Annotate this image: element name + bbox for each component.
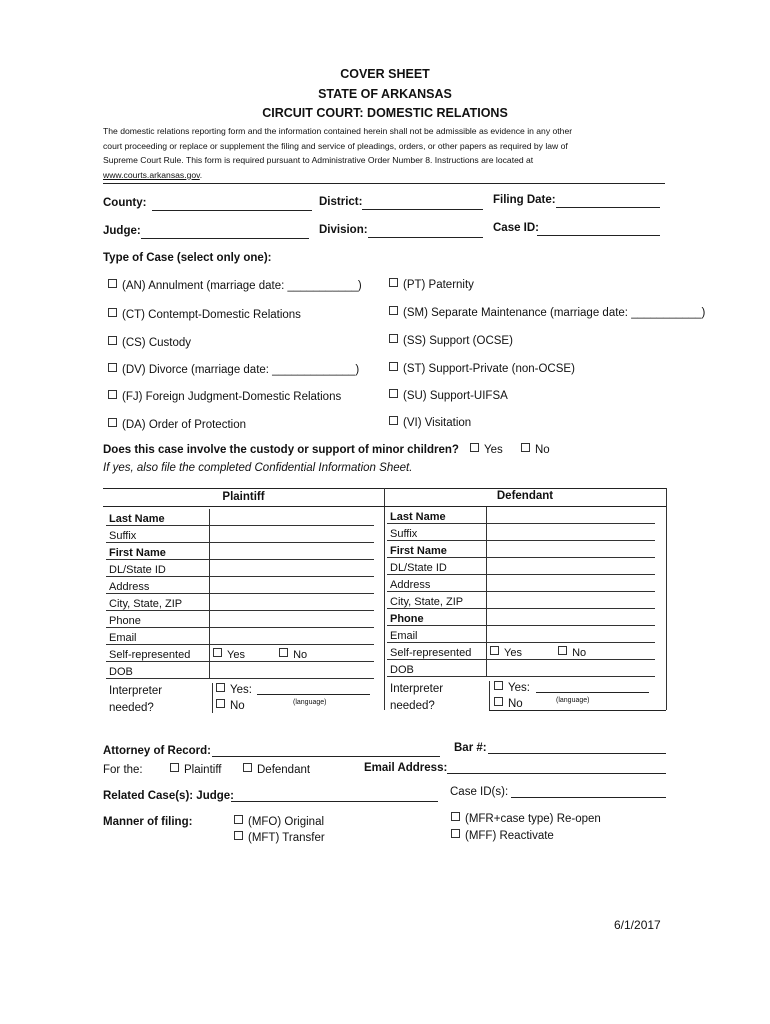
defendant-interp-divider (489, 681, 490, 711)
checkbox-icon (389, 306, 398, 315)
plaintiff-email-label: Email (106, 628, 210, 645)
plaintiff-suffix-label: Suffix (106, 526, 210, 543)
intro-end: . (199, 169, 203, 180)
defendant-first-name-field[interactable] (487, 541, 656, 558)
defendant-interpreter-label: Interpreter needed? (390, 683, 444, 712)
bar-field[interactable] (488, 753, 666, 754)
plaintiff-interp-no[interactable]: No (216, 699, 245, 712)
plaintiff-email-field[interactable] (210, 628, 375, 645)
division-label: Division: (319, 224, 368, 236)
defendant-self-rep-yes[interactable]: Yes (490, 647, 522, 659)
county-label: County: (103, 197, 147, 209)
judge-label: Judge: (103, 225, 141, 237)
case-type-sm[interactable]: (SM) Separate Maintenance (marriage date: ___________) (389, 306, 705, 319)
checkbox-icon (108, 363, 117, 372)
custody-question: Does this case involve the custody or support of minor children? (103, 444, 459, 456)
plaintiff-city-field[interactable] (210, 594, 375, 611)
form-court: CIRCUIT COURT: DOMESTIC RELATIONS (262, 106, 508, 120)
district-label: District: (319, 196, 363, 208)
defendant-address-field[interactable] (487, 575, 656, 592)
defendant-last-name-field[interactable] (487, 507, 656, 524)
checkbox-icon (108, 279, 117, 288)
checkbox-icon (108, 336, 117, 345)
checkbox-icon (521, 443, 530, 452)
plaintiff-self-rep-yes[interactable]: Yes (213, 649, 245, 661)
for-plaintiff[interactable]: Plaintiff (170, 763, 222, 776)
case-ids-label: Case ID(s): (450, 786, 509, 798)
case-type-dv[interactable]: (DV) Divorce (marriage date: _____________) (108, 363, 359, 376)
manner-mfo[interactable]: (MFO) Original (234, 815, 324, 828)
checkbox-icon (389, 334, 398, 343)
checkbox-icon (490, 646, 499, 655)
manner-mft[interactable]: (MFT) Transfer (234, 831, 325, 844)
defendant-email-label: Email (387, 626, 487, 643)
plaintiff-self-rep-label: Self-represented (106, 645, 210, 662)
plaintiff-table (106, 509, 374, 679)
plaintiff-city-label: City, State, ZIP (106, 594, 210, 611)
defendant-suffix-label: Suffix (387, 524, 487, 541)
defendant-header: Defendant (496, 490, 554, 502)
email-label: Email Address: (364, 762, 448, 774)
plaintiff-language-field[interactable] (257, 694, 370, 695)
parties-right-border (666, 488, 667, 710)
case-type-pt[interactable]: (PT) Paternity (389, 278, 474, 291)
checkbox-icon (451, 829, 460, 838)
checkbox-icon (389, 362, 398, 371)
intro-paragraph (103, 124, 583, 182)
defendant-city-field[interactable] (487, 592, 656, 609)
related-cases-label: Related Case(s): Judge: (103, 790, 235, 802)
form-state: STATE OF ARKANSAS (318, 87, 452, 101)
plaintiff-last-name-field[interactable] (210, 509, 375, 526)
defendant-self-rep-no[interactable]: No (558, 647, 586, 659)
custody-yes[interactable]: Yes (470, 443, 503, 456)
defendant-first-name-label: First Name (387, 541, 487, 558)
case-id-field[interactable] (537, 235, 660, 236)
case-type-ct[interactable]: (CT) Contempt-Domestic Relations (108, 308, 301, 321)
case-type-vi[interactable]: (VI) Visitation (389, 416, 471, 429)
defendant-email-field[interactable] (487, 626, 656, 643)
checkbox-icon (234, 831, 243, 840)
defendant-suffix-field[interactable] (487, 524, 656, 541)
plaintiff-dob-field[interactable] (210, 662, 375, 679)
defendant-dl-field[interactable] (487, 558, 656, 575)
plaintiff-dob-label: DOB (106, 662, 210, 679)
division-field[interactable] (368, 237, 483, 238)
plaintiff-phone-field[interactable] (210, 611, 375, 628)
plaintiff-last-name-label: Last Name (106, 509, 210, 526)
checkbox-icon (213, 648, 222, 657)
defendant-self-rep-label: Self-represented (387, 643, 487, 660)
for-the-label: For the: (103, 764, 143, 776)
checkbox-icon (389, 416, 398, 425)
email-field[interactable] (447, 773, 666, 774)
related-judge-field[interactable] (231, 801, 438, 802)
header-divider (103, 183, 665, 184)
plaintiff-phone-label: Phone (106, 611, 210, 628)
case-type-heading: Type of Case (select only one): (103, 252, 272, 264)
plaintiff-header: Plaintiff (222, 491, 265, 503)
case-type-su[interactable]: (SU) Support-UIFSA (389, 389, 508, 402)
county-field[interactable] (152, 210, 312, 211)
case-id-label: Case ID: (493, 222, 540, 234)
checkbox-icon (558, 646, 567, 655)
filing-date-label: Filing Date: (493, 194, 556, 206)
checkbox-icon (108, 418, 117, 427)
parties-divider (384, 488, 385, 710)
defendant-phone-label: Phone (387, 609, 487, 626)
checkbox-icon (279, 648, 288, 657)
case-ids-field[interactable] (511, 797, 666, 798)
plaintiff-interp-divider (212, 683, 213, 713)
checkbox-icon (494, 681, 503, 690)
defendant-city-label: City, State, ZIP (387, 592, 487, 609)
manner-mff[interactable]: (MFF) Reactivate (451, 829, 554, 842)
defendant-dl-label: DL/State ID (387, 558, 487, 575)
plaintiff-first-name-field[interactable] (210, 543, 375, 560)
defendant-dob-label: DOB (387, 660, 487, 677)
checkbox-icon (470, 443, 479, 452)
plaintiff-language-hint: (language) (293, 699, 327, 706)
plaintiff-dl-field[interactable] (210, 560, 375, 577)
checkbox-icon (389, 278, 398, 287)
checkbox-icon (494, 697, 503, 706)
defendant-table (387, 507, 655, 677)
plaintiff-dl-label: DL/State ID (106, 560, 210, 577)
defendant-interp-no[interactable]: No (494, 697, 523, 710)
plaintiff-first-name-label: First Name (106, 543, 210, 560)
defendant-bottom-line (489, 710, 666, 711)
plaintiff-address-field[interactable] (210, 577, 375, 594)
judge-field[interactable] (141, 238, 309, 239)
defendant-address-label: Address (387, 575, 487, 592)
custody-no[interactable]: No (521, 443, 550, 456)
checkbox-icon (108, 390, 117, 399)
form-title: COVER SHEET (340, 67, 430, 81)
form-revision-date: 6/1/2017 (614, 918, 661, 932)
instructions-link[interactable]: www.courts.arkansas.gov (103, 169, 200, 180)
checkbox-icon (389, 389, 398, 398)
defendant-phone-field[interactable] (487, 609, 656, 626)
checkbox-icon (216, 699, 225, 708)
plaintiff-interpreter-label: Interpreter needed? (109, 685, 163, 714)
custody-note: If yes, also file the completed Confidential Information Sheet. (103, 462, 413, 474)
for-defendant[interactable]: Defendant (243, 763, 310, 776)
plaintiff-address-label: Address (106, 577, 210, 594)
checkbox-icon (234, 815, 243, 824)
bar-label: Bar #: (454, 742, 487, 754)
manner-mfr[interactable]: (MFR+case type) Re-open (451, 812, 601, 825)
case-type-cs[interactable]: (CS) Custody (108, 336, 191, 349)
checkbox-icon (243, 763, 252, 772)
case-type-fj[interactable]: (FJ) Foreign Judgment-Domestic Relations (108, 390, 341, 403)
district-field[interactable] (362, 209, 483, 210)
checkbox-icon (451, 812, 460, 821)
plaintiff-suffix-field[interactable] (210, 526, 375, 543)
defendant-dob-field[interactable] (487, 660, 656, 677)
checkbox-icon (108, 308, 117, 317)
attorney-label: Attorney of Record: (103, 745, 211, 757)
defendant-language-hint: (language) (556, 697, 590, 704)
case-type-ss[interactable]: (SS) Support (OCSE) (389, 334, 513, 347)
defendant-interp-yes[interactable]: Yes: (494, 681, 530, 694)
defendant-language-field[interactable] (536, 692, 649, 693)
case-type-an[interactable]: (AN) Annulment (marriage date: ___________) (108, 279, 362, 292)
case-type-st[interactable]: (ST) Support-Private (non-OCSE) (389, 362, 575, 375)
attorney-field[interactable] (212, 756, 440, 757)
intro-text: The domestic relations reporting form and the information contained herein shall not be admissible as evidence in any other court proceeding or replace or supplement the filing and service of pleadings, orders, or other papers as required by law of Supreme Court Rule. This form is required pursuant to Administrative Order Number 8. Instructions are located at (103, 126, 573, 165)
manner-label: Manner of filing: (103, 816, 193, 828)
checkbox-icon (216, 683, 225, 692)
plaintiff-interp-yes[interactable]: Yes: (216, 683, 252, 696)
plaintiff-self-rep-no[interactable]: No (279, 649, 307, 661)
filing-date-field[interactable] (556, 207, 660, 208)
checkbox-icon (170, 763, 179, 772)
case-type-da[interactable]: (DA) Order of Protection (108, 418, 246, 431)
defendant-last-name-label: Last Name (387, 507, 487, 524)
